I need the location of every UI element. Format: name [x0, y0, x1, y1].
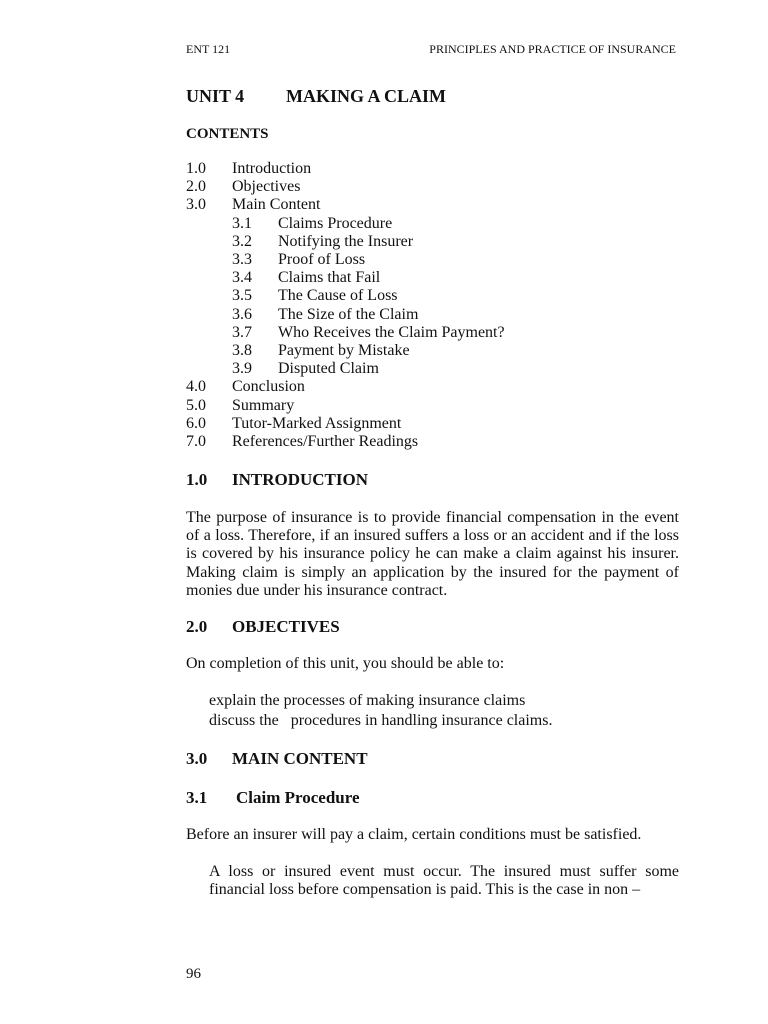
- objective-item: explain the processes of making insurance claims: [209, 692, 526, 709]
- toc-subitem: 3.1 Claims Procedure: [232, 214, 393, 232]
- toc-subitem: 3.9 Disputed Claim: [232, 360, 379, 378]
- page-number: 96: [186, 966, 201, 982]
- toc-subitem: 3.7 Who Receives the Claim Payment?: [232, 323, 505, 341]
- toc-subitem: 3.2 Notifying the Insurer: [232, 232, 414, 250]
- toc-item: 4.0 Conclusion: [186, 378, 305, 396]
- main-content-heading: 3.0 MAIN CONTENT: [186, 749, 368, 768]
- course-code: ENT 121: [186, 42, 231, 56]
- toc-subitem: 3.5 The Cause of Loss: [232, 287, 398, 305]
- toc-item: 3.0 Main Content: [186, 196, 321, 214]
- unit-title: [186, 86, 446, 107]
- toc-item: 1.0 Introduction: [186, 160, 312, 177]
- introduction-paragraph: The purpose of insurance is to provide financial compensation in the event of a loss. Therefore, if an insured suffers a loss or an accident and if the loss is covered by his insurance policy he can make a claim against his insurer. Making claim is simply an application by the insured for the payment of monies due under his insurance contract.: [186, 509, 679, 599]
- toc-item: 5.0 Summary: [186, 396, 295, 414]
- claim-procedure-lead: Before an insurer will pay a claim, certain conditions must be satisfied.: [186, 826, 642, 843]
- unit-name: MAKING A CLAIM: [286, 86, 447, 106]
- table-of-contents: [186, 160, 505, 451]
- toc-subitem: 3.3 Proof of Loss: [232, 251, 366, 269]
- toc-subitem: 3.4 Claims that Fail: [232, 269, 381, 287]
- running-header: [186, 42, 676, 57]
- toc-subitem: 3.6 The Size of the Claim: [232, 305, 419, 323]
- claim-procedure-heading: 3.1 Claim Procedure: [186, 788, 360, 807]
- unit-number: UNIT 4: [186, 86, 245, 106]
- course-title: PRINCIPLES AND PRACTICE OF INSURANCE: [429, 42, 676, 56]
- introduction-heading: 1.0 INTRODUCTION: [186, 470, 369, 489]
- toc-item: 6.0 Tutor-Marked Assignment: [186, 414, 402, 432]
- contents-heading: CONTENTS: [186, 126, 269, 142]
- objectives-lead: On completion of this unit, you should be able to:: [186, 655, 505, 672]
- claim-procedure-point: A loss or insured event must occur. The insured must suffer some financial loss before compensation is paid. This is the case in non –: [209, 863, 679, 899]
- objective-item: discuss the procedures in handling insurance claims.: [209, 712, 553, 729]
- toc-item: 2.0 Objectives: [186, 178, 301, 196]
- toc-subitem: 3.8 Payment by Mistake: [232, 342, 410, 360]
- objectives-heading: 2.0 OBJECTIVES: [186, 617, 340, 636]
- toc-item: 7.0 References/Further Readings: [186, 433, 419, 451]
